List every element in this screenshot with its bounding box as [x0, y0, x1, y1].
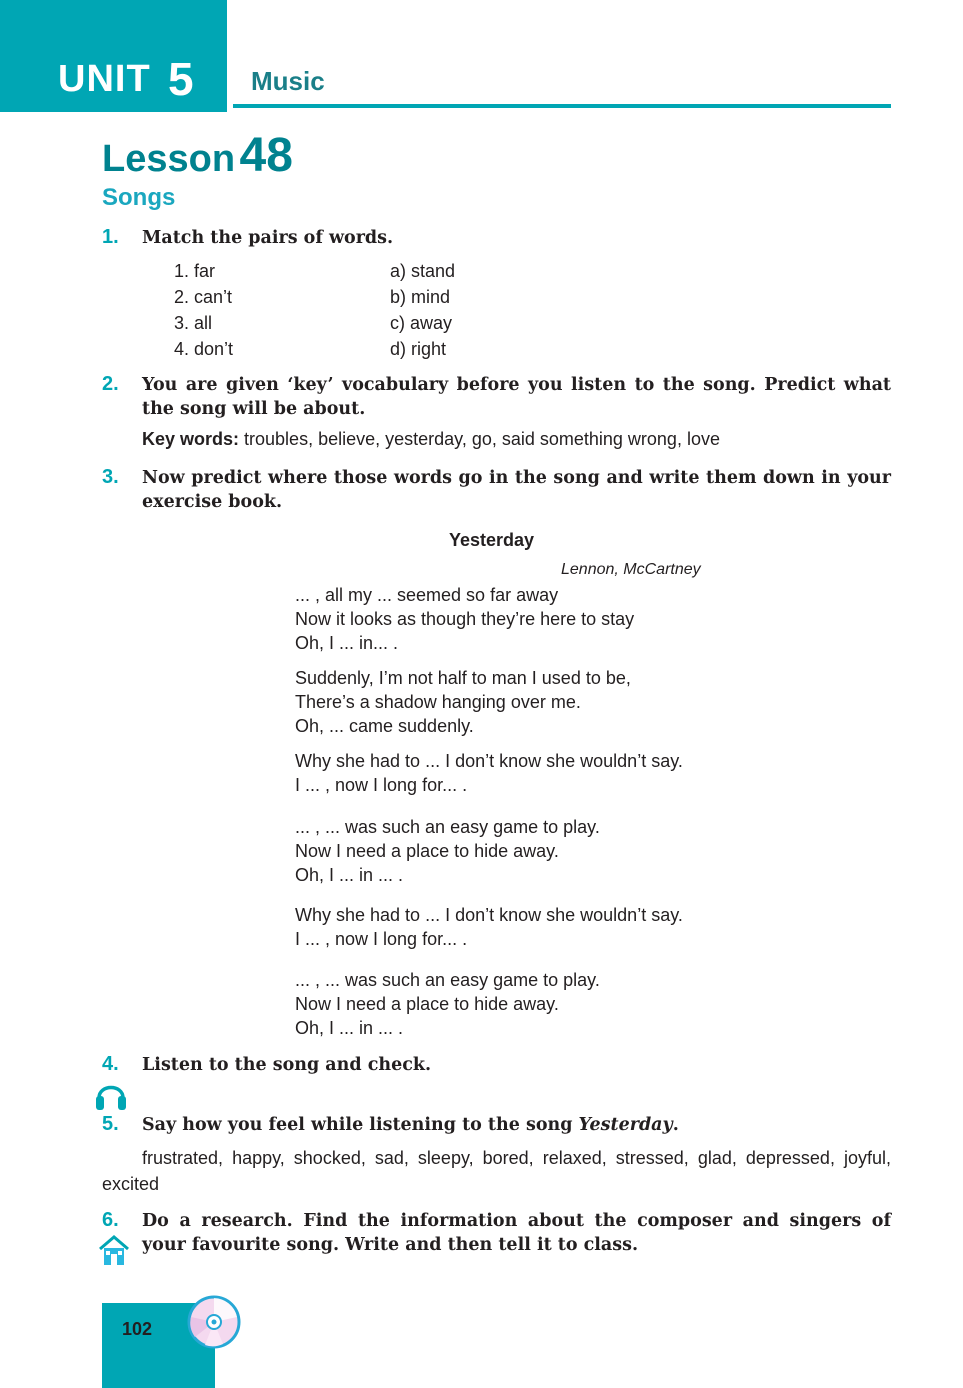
song-line: ... , ... was such an easy game to play. — [295, 970, 600, 990]
task-number: 4. — [102, 1053, 119, 1075]
song-line: Now I need a place to hide away. — [295, 841, 559, 861]
lesson-word: Lesson — [102, 138, 236, 180]
pair-left: 4. don’t — [174, 339, 234, 359]
song-line: There’s a shadow hanging over me. — [295, 692, 581, 712]
header-rule — [233, 104, 891, 108]
pair-right: a) stand — [390, 261, 456, 281]
task-5 — [102, 1113, 891, 1137]
pair-right: d) right — [390, 339, 447, 359]
song-line: Oh, I ... in ... . — [295, 865, 404, 885]
song-title: Yesterday — [449, 530, 535, 550]
task-2 — [102, 373, 891, 421]
task-3 — [102, 466, 891, 514]
song-stanza — [295, 583, 765, 655]
song-line: ... , ... was such an easy game to play. — [295, 817, 600, 837]
task-number: 5. — [102, 1113, 119, 1135]
song-line: I ... , now I long for... . — [295, 775, 468, 795]
pair-left: 2. can’t — [174, 287, 233, 307]
song-line: Oh, ... came suddenly. — [295, 716, 474, 736]
song-stanza — [295, 903, 765, 951]
page-number: 102 — [122, 1319, 153, 1339]
key-words-list: troubles, believe, yesterday, go, said something wrong, love — [239, 429, 720, 449]
task-text: Now predict where those words go in the song and write them down in your exercise book. — [142, 468, 891, 512]
task-text: You are given ‘key’ vocabulary before you listen to the song. Predict what the song will be about. — [142, 375, 891, 419]
headphones-icon — [94, 1078, 128, 1112]
pair-row — [174, 310, 494, 336]
song-author: Lennon, McCartney — [561, 561, 701, 578]
unit-title: Music — [251, 66, 325, 96]
song-line: Why she had to ... I don’t know she wouldn’t say. — [295, 751, 683, 771]
song-line: Oh, I ... in ... . — [295, 1018, 404, 1038]
song-name: Yesterday — [578, 1115, 673, 1135]
cd-icon — [187, 1295, 241, 1349]
task-4 — [102, 1053, 891, 1077]
task-text-part: Say how you feel while listening to the song — [142, 1115, 579, 1135]
task-text: Listen to the song and check. — [142, 1055, 432, 1075]
pair-right: c) away — [390, 313, 453, 333]
task-text: Match the pairs of words. — [142, 228, 394, 248]
song-stanza — [295, 815, 765, 887]
unit-banner — [0, 0, 227, 112]
song-line: ... , all my ... seemed so far away — [295, 585, 559, 605]
lesson-heading — [102, 128, 293, 183]
task-text-part: . — [672, 1115, 679, 1135]
song-stanza — [295, 666, 765, 738]
pair-left: 1. far — [174, 261, 216, 281]
unit-label: UNIT — [58, 58, 151, 100]
key-words-label: Key words: — [142, 429, 240, 449]
task-text: Do a research. Find the information about the composer and singers of your favourite song. Write and then tell it to class. — [142, 1211, 891, 1255]
task-number: 2. — [102, 373, 119, 395]
pair-row — [174, 258, 494, 284]
pair-row — [174, 284, 494, 310]
song-stanza — [295, 749, 765, 797]
lesson-number: 48 — [239, 129, 293, 182]
house-icon — [98, 1234, 130, 1266]
task-1 — [102, 226, 891, 250]
pair-row — [174, 336, 494, 362]
song-line: Suddenly, I’m not half to man I used to be, — [295, 668, 631, 688]
task-text — [142, 1113, 891, 1137]
song-line: Now I need a place to hide away. — [295, 994, 559, 1014]
word-pairs — [174, 258, 494, 362]
song-line: Now it looks as though they’re here to stay — [295, 609, 635, 629]
pair-right: b) mind — [390, 287, 451, 307]
song-stanza — [295, 968, 765, 1040]
feelings-list: frustrated, happy, shocked, sad, sleepy, bored, relaxed, stressed, glad, depressed, joyful, excited — [102, 1148, 891, 1194]
task-6 — [102, 1209, 891, 1257]
key-words — [142, 429, 720, 450]
task-number: 1. — [102, 226, 119, 248]
pair-left: 3. all — [174, 313, 213, 333]
song-line: Oh, I ... in... . — [295, 633, 399, 653]
song-line: Why she had to ... I don’t know she wouldn’t say. — [295, 905, 683, 925]
lesson-subtitle: Songs — [102, 184, 176, 211]
song-line: I ... , now I long for... . — [295, 929, 468, 949]
task-number: 3. — [102, 466, 119, 488]
unit-number: 5 — [168, 53, 194, 105]
task-number: 6. — [102, 1209, 119, 1231]
